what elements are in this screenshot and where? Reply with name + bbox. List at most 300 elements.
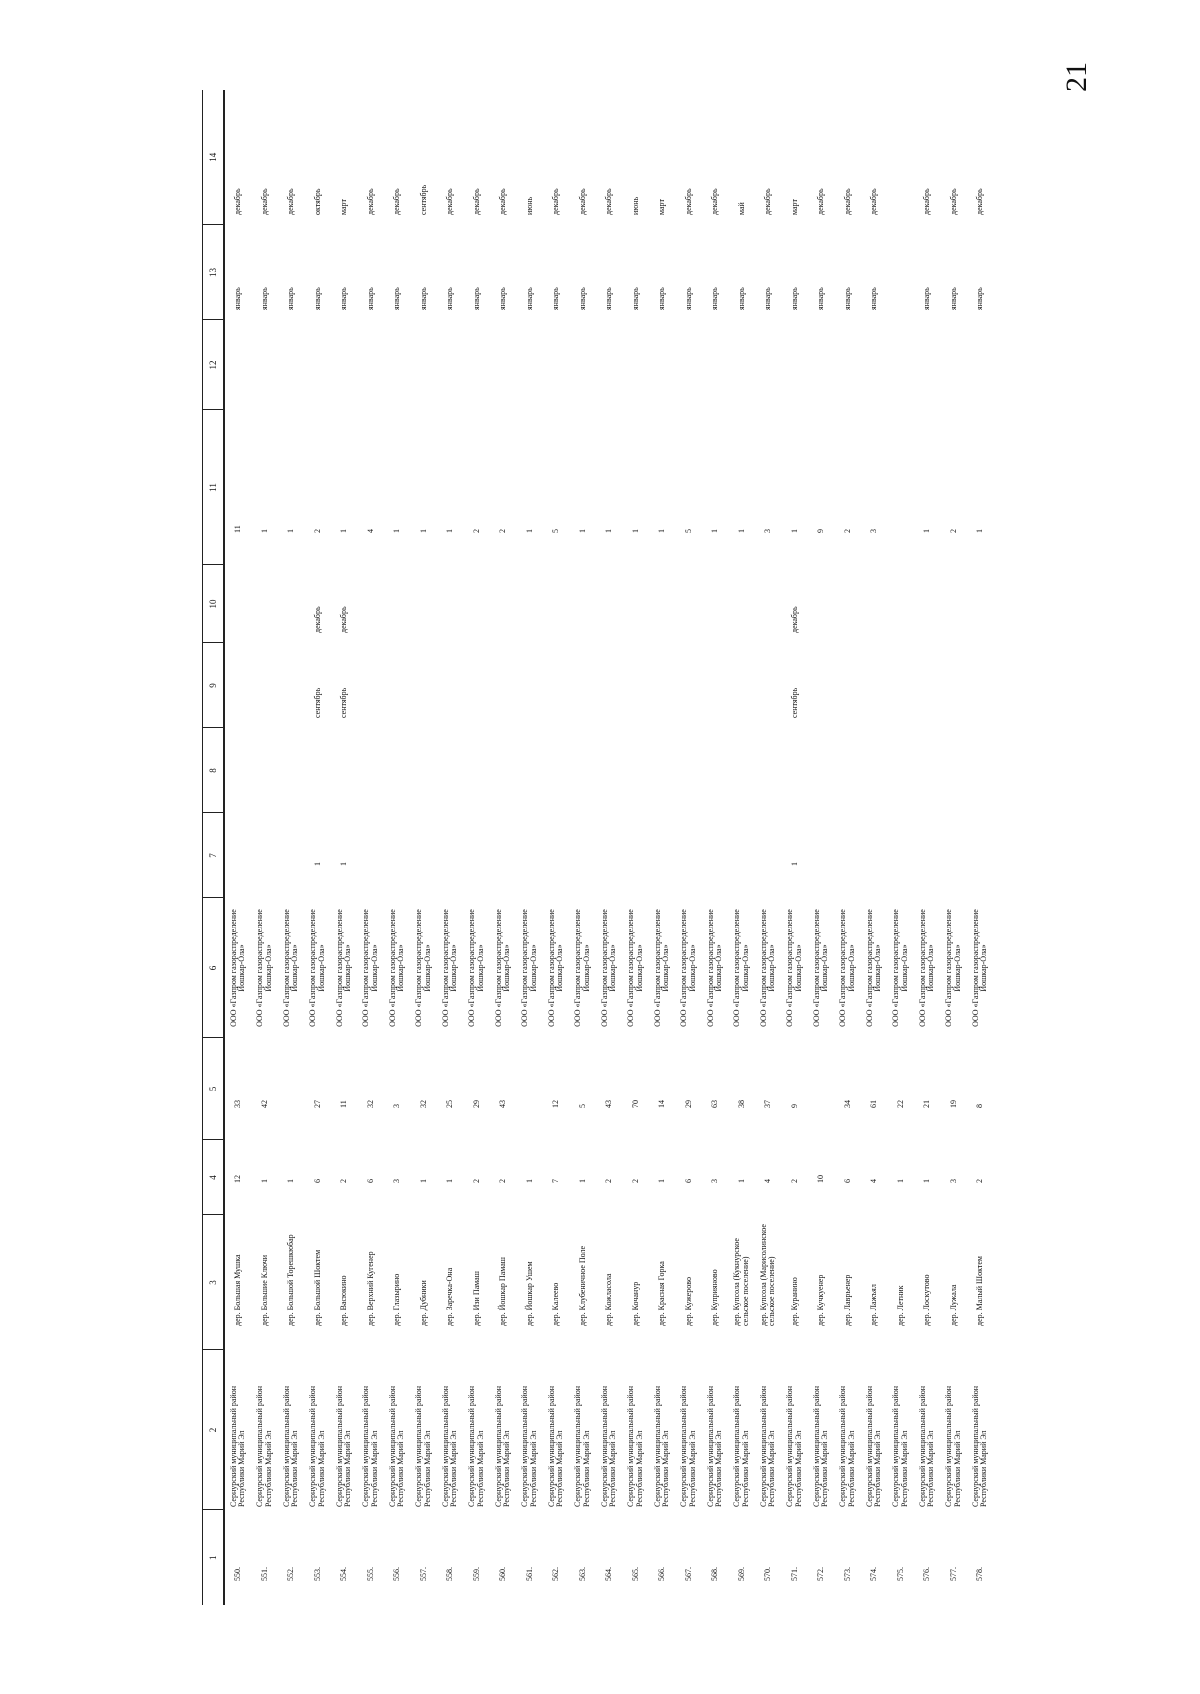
col10-cell: декабрь	[789, 606, 799, 633]
col4-cell: 4	[869, 1179, 878, 1183]
organization-cell: ООО «Газпром газораспределение Йошкар-Ола»	[520, 909, 538, 1027]
col10-cell	[358, 565, 385, 643]
col7-cell	[384, 813, 411, 898]
col10-cell	[888, 565, 915, 643]
col14-cell: декабрь	[365, 188, 375, 215]
col4-cell: 1	[657, 1179, 666, 1183]
col5-cell	[278, 1038, 305, 1140]
col8-cell	[570, 728, 597, 813]
col14-cell: декабрь	[551, 188, 560, 215]
table-row	[702, 90, 729, 1605]
table-row	[835, 90, 862, 1605]
col10-cell	[278, 565, 305, 643]
col14-cell: декабрь	[604, 188, 613, 215]
district-cell: Сернурский муниципальный район Республики Марий Эл	[970, 1385, 989, 1507]
district-cell: Сернурский муниципальный район Республики Марий Эл	[652, 1385, 671, 1507]
row-number-cell: 553.	[312, 1567, 322, 1581]
col4-cell: 1	[577, 1179, 587, 1183]
col13-cell: январь	[975, 287, 984, 310]
col10-cell	[224, 565, 252, 643]
village-cell: дер. Красная Горка	[657, 1261, 666, 1326]
col5-cell: 11	[339, 1100, 348, 1108]
col8-cell	[384, 728, 411, 813]
row-number-cell: 572.	[816, 1567, 825, 1581]
table-row	[570, 90, 597, 1605]
col11-cell: 1	[922, 529, 931, 533]
row-number-cell: 569.	[736, 1567, 746, 1581]
table-row	[941, 90, 968, 1605]
col11-cell: 2	[498, 529, 507, 533]
col4-cell: 7	[551, 1179, 560, 1183]
col10-cell	[729, 565, 756, 643]
col9-cell	[596, 643, 623, 728]
col9-cell	[252, 643, 279, 728]
district-cell: Сернурский муниципальный район Республики Марий Эл	[281, 1385, 300, 1507]
col12-cell	[224, 320, 252, 410]
col8-cell	[411, 728, 438, 813]
table-row	[623, 90, 650, 1605]
col12-cell	[490, 320, 517, 410]
district-cell: Сернурский муниципальный район Республики Марий Эл	[785, 1385, 803, 1507]
table-row	[729, 90, 756, 1605]
col10-cell	[517, 565, 544, 643]
table-row	[596, 90, 623, 1605]
col14-cell: декабрь	[922, 188, 931, 215]
column-number-9: 9	[203, 643, 225, 728]
organization-cell: ООО «Газпром газораспределение Йошкар-Ола»	[546, 909, 565, 1027]
col11-cell: 1	[630, 529, 640, 533]
col13-cell: январь	[948, 287, 958, 310]
col5-cell: 19	[948, 1100, 958, 1108]
col10-cell	[676, 565, 703, 643]
col12-cell	[464, 320, 491, 410]
col14-cell: декабрь	[392, 188, 401, 215]
col13-cell: январь	[842, 287, 852, 310]
col12-cell	[623, 320, 650, 410]
col14-cell: июнь	[524, 196, 534, 215]
col5-cell: 70	[630, 1100, 640, 1108]
village-cell: дер. Летник	[895, 1285, 905, 1326]
col14-cell: июнь	[630, 196, 640, 215]
table-row	[517, 90, 544, 1605]
col11-cell: 1	[604, 529, 613, 533]
table-row	[490, 90, 517, 1605]
col11-cell: 1	[789, 529, 799, 533]
village-cell: дер. Лажъял	[869, 1284, 878, 1326]
col14-cell: декабрь	[763, 188, 772, 215]
col4-cell: 3	[948, 1179, 958, 1183]
column-number-6: 6	[203, 898, 225, 1038]
col11-cell: 1	[392, 529, 401, 533]
col7-cell	[278, 813, 305, 898]
col8-cell	[967, 728, 994, 813]
column-number-2: 2	[203, 1350, 225, 1510]
village-cell: дер. Большой Шоктем	[312, 1249, 322, 1326]
col12-cell	[570, 320, 597, 410]
col4-cell: 1	[286, 1179, 295, 1183]
col14-cell: декабрь	[471, 188, 481, 215]
village-cell: дер. Клубеничное Поле	[577, 1245, 587, 1326]
table-row	[278, 90, 305, 1605]
column-number-3: 3	[203, 1215, 225, 1350]
col14-cell: декабрь	[259, 188, 269, 215]
row-number-cell: 556.	[392, 1567, 401, 1581]
district-cell: Сернурский муниципальный район Республики Марий Эл	[599, 1385, 618, 1507]
row-number-cell: 554.	[339, 1567, 348, 1581]
col7-cell	[808, 813, 835, 898]
col13-cell: январь	[869, 287, 878, 310]
organization-cell: ООО «Газпром газораспределение Йошкар-Ола»	[334, 909, 353, 1027]
col4-cell: 2	[498, 1179, 507, 1183]
col8-cell	[305, 728, 332, 813]
col4-cell: 2	[339, 1179, 348, 1183]
col9-cell	[888, 643, 915, 728]
col11-cell: 5	[683, 529, 693, 533]
organization-cell: ООО «Газпром газораспределение Йошкар-Ола»	[891, 909, 909, 1027]
col8-cell	[358, 728, 385, 813]
village-cell: дер. Васюкино	[339, 1275, 348, 1326]
table-row	[384, 90, 411, 1605]
district-cell: Сернурский муниципальный район Республики Марий Эл	[944, 1385, 962, 1507]
col11-cell: 1	[577, 529, 587, 533]
col12-cell	[808, 320, 835, 410]
table-sheet	[202, 90, 992, 1605]
col10-cell	[649, 565, 676, 643]
col8-cell	[252, 728, 279, 813]
organization-cell: ООО «Газпром газораспределение Йошкар-Ола»	[864, 909, 883, 1027]
district-cell: Сернурский муниципальный район Республики Марий Эл	[811, 1385, 830, 1507]
col11-cell: 1	[339, 529, 348, 533]
col10-cell	[543, 565, 570, 643]
col12-cell	[729, 320, 756, 410]
col11-cell: 2	[842, 529, 852, 533]
col7-cell	[676, 813, 703, 898]
col13-cell: январь	[418, 287, 428, 310]
col9-cell	[914, 643, 941, 728]
village-cell: дер. Глазырино	[392, 1273, 401, 1326]
table-row	[331, 90, 358, 1605]
table-row	[676, 90, 703, 1605]
col11-cell: 2	[948, 529, 958, 533]
col9-cell	[543, 643, 570, 728]
col7-cell	[649, 813, 676, 898]
col11-cell: 11	[233, 525, 242, 533]
col8-cell	[808, 728, 835, 813]
col7-cell	[570, 813, 597, 898]
col9-cell	[358, 643, 385, 728]
village-cell: дер. Йошкар Ушем	[524, 1261, 534, 1326]
table-row	[808, 90, 835, 1605]
col8-cell	[331, 728, 358, 813]
col11-cell: 1	[259, 529, 269, 533]
table-row	[252, 90, 279, 1605]
organization-cell: ООО «Газпром газораспределение Йошкар-Ола»	[785, 909, 803, 1027]
col12-cell	[543, 320, 570, 410]
col5-cell: 38	[736, 1100, 746, 1108]
col8-cell	[861, 728, 888, 813]
col13-cell: январь	[524, 287, 534, 310]
col9-cell	[808, 643, 835, 728]
row-number-cell: 568.	[710, 1567, 719, 1581]
district-cell: Сернурский муниципальный район Республики Марий Эл	[705, 1385, 724, 1507]
col10-cell	[464, 565, 491, 643]
col11-cell: 1	[286, 529, 295, 533]
col11-cell: 1	[524, 529, 534, 533]
column-number-11: 11	[203, 410, 225, 565]
col8-cell	[649, 728, 676, 813]
col9-cell: сентябрь	[789, 687, 799, 718]
col9-cell	[755, 643, 782, 728]
col5-cell: 34	[842, 1100, 852, 1108]
col10-cell	[596, 565, 623, 643]
col13-cell: январь	[312, 287, 322, 310]
col13-cell: январь	[286, 287, 295, 310]
col5-cell: 61	[869, 1100, 878, 1108]
col12-cell	[411, 320, 438, 410]
col12-cell	[252, 320, 279, 410]
col8-cell	[782, 728, 809, 813]
col12-cell	[702, 320, 729, 410]
col8-cell	[835, 728, 862, 813]
col13-cell: январь	[259, 287, 269, 310]
col8-cell	[543, 728, 570, 813]
col5-cell: 63	[710, 1100, 719, 1108]
col7-cell	[888, 813, 915, 898]
col12-cell	[358, 320, 385, 410]
col11-cell: 1	[657, 529, 666, 533]
col12-cell	[755, 320, 782, 410]
col11-cell: 1	[418, 529, 428, 533]
col5-cell: 21	[922, 1100, 931, 1108]
col5-cell: 22	[895, 1100, 905, 1108]
col4-cell: 1	[922, 1179, 931, 1183]
row-number-cell: 574.	[869, 1567, 878, 1581]
col13-cell: январь	[392, 287, 401, 310]
col4-cell: 2	[604, 1179, 613, 1183]
col7-cell	[437, 813, 464, 898]
col11-cell: 3	[869, 529, 878, 533]
col11-cell: 4	[365, 529, 375, 533]
col5-cell: 43	[498, 1100, 507, 1108]
col8-cell	[676, 728, 703, 813]
col9-cell	[941, 643, 968, 728]
row-number-cell: 576.	[922, 1567, 931, 1581]
col10-cell	[702, 565, 729, 643]
row-number-cell: 567.	[683, 1567, 693, 1581]
row-number-cell: 570.	[763, 1567, 772, 1581]
col9-cell	[278, 643, 305, 728]
organization-cell: ООО «Газпром газораспределение Йошкар-Ола»	[414, 909, 432, 1027]
organization-cell: ООО «Газпром газораспределение Йошкар-Ола»	[626, 909, 644, 1027]
row-number-cell: 577.	[948, 1567, 958, 1581]
col14-cell: декабрь	[286, 188, 295, 215]
col12-cell	[596, 320, 623, 410]
col5-cell: 42	[259, 1100, 269, 1108]
col12-cell	[782, 320, 809, 410]
col4-cell: 6	[312, 1179, 322, 1183]
col4-cell: 1	[736, 1179, 746, 1183]
col14-cell: декабрь	[683, 188, 693, 215]
column-number-14: 14	[203, 90, 225, 225]
col8-cell	[729, 728, 756, 813]
col5-cell: 12	[551, 1100, 560, 1108]
col14-cell: декабрь	[498, 188, 507, 215]
village-cell: дер. Большой Торешкюбар	[286, 1234, 295, 1326]
col8-cell	[464, 728, 491, 813]
col11-cell: 1	[445, 529, 454, 533]
organization-cell: ООО «Газпром газораспределение Йошкар-Ола»	[573, 909, 591, 1027]
col5-cell	[808, 1038, 835, 1140]
row-number-cell: 551.	[259, 1567, 269, 1581]
col12-cell	[305, 320, 332, 410]
col9-cell	[676, 643, 703, 728]
row-number-cell: 562.	[551, 1567, 560, 1581]
organization-cell: ООО «Газпром газораспределение Йошкар-Ола»	[228, 909, 247, 1027]
col8-cell	[702, 728, 729, 813]
col12-cell	[437, 320, 464, 410]
village-cell: дер. Верхний Кугенер	[365, 1251, 375, 1326]
village-cell: дер. Лужала	[948, 1284, 958, 1326]
organization-cell: ООО «Газпром газораспределение Йошкар-Ола»	[705, 909, 724, 1027]
row-number-cell: 571.	[789, 1567, 799, 1581]
col10-cell	[861, 565, 888, 643]
row-number-cell: 566.	[657, 1567, 666, 1581]
col12-cell	[649, 320, 676, 410]
page-number: 21	[1060, 62, 1093, 92]
organization-cell: ООО «Газпром газораспределение Йошкар-Ола»	[732, 909, 750, 1027]
village-cell: дер. Куранино	[789, 1277, 799, 1326]
col13-cell: январь	[763, 287, 772, 310]
col14-cell: октябрь	[312, 188, 322, 215]
district-cell: Сернурский муниципальный район Республики Марий Эл	[520, 1385, 538, 1507]
col11-cell: 1	[736, 529, 746, 533]
col12-cell	[914, 320, 941, 410]
col4-cell: 1	[445, 1179, 454, 1183]
col12-cell	[384, 320, 411, 410]
col5-cell: 43	[604, 1100, 613, 1108]
col13-cell: январь	[736, 287, 746, 310]
col4-cell: 1	[524, 1179, 534, 1183]
col8-cell	[755, 728, 782, 813]
col5-cell: 5	[577, 1104, 587, 1108]
table-row	[755, 90, 782, 1605]
col7-cell	[861, 813, 888, 898]
col9-cell	[861, 643, 888, 728]
col4-cell: 2	[471, 1179, 481, 1183]
col5-cell: 3	[392, 1104, 401, 1108]
table-row	[464, 90, 491, 1605]
village-cell: дер. Лоскутово	[922, 1274, 931, 1326]
col7-cell	[702, 813, 729, 898]
col12-cell	[835, 320, 862, 410]
col14-cell: декабрь	[816, 188, 825, 215]
organization-cell: ООО «Газпром газораспределение Йошкар-Ола»	[361, 909, 379, 1027]
col12-cell	[676, 320, 703, 410]
village-cell: дер. Малый Шоктем	[975, 1256, 984, 1326]
col10-cell	[411, 565, 438, 643]
col4-cell: 6	[842, 1179, 852, 1183]
column-number-4: 4	[203, 1140, 225, 1215]
col7-cell	[835, 813, 862, 898]
col5-cell: 25	[445, 1100, 454, 1108]
col11-cell: 5	[551, 529, 560, 533]
col13-cell: январь	[471, 287, 481, 310]
col7-cell	[358, 813, 385, 898]
organization-cell: ООО «Газпром газораспределение Йошкар-Ола»	[758, 909, 777, 1027]
column-number-10: 10	[203, 565, 225, 643]
col9-cell	[411, 643, 438, 728]
col12-cell	[888, 320, 915, 410]
table-row	[914, 90, 941, 1605]
village-cell: дер. Куприяново	[710, 1269, 719, 1326]
col11-cell: 1	[710, 529, 719, 533]
col5-cell: 29	[683, 1100, 693, 1108]
col8-cell	[224, 728, 252, 813]
col11-cell: 9	[816, 529, 825, 533]
col4-cell: 2	[630, 1179, 640, 1183]
col4-cell: 1	[418, 1179, 428, 1183]
organization-cell: ООО «Газпром газораспределение Йошкар-Ола»	[255, 909, 273, 1027]
col9-cell	[967, 643, 994, 728]
row-number-cell: 561.	[524, 1567, 534, 1581]
table-row	[543, 90, 570, 1605]
organization-cell: ООО «Газпром газораспределение Йошкар-Ола»	[440, 909, 459, 1027]
organization-cell: ООО «Газпром газораспределение Йошкар-Ола»	[917, 909, 936, 1027]
organization-cell: ООО «Газпром газораспределение Йошкар-Ола»	[652, 909, 671, 1027]
col14-cell: март	[657, 199, 666, 215]
col12-cell	[517, 320, 544, 410]
col10-cell: декабрь	[339, 606, 348, 633]
district-cell: Сернурский муниципальный район Республики Марий Эл	[573, 1385, 591, 1507]
organization-cell: ООО «Газпром газораспределение Йошкар-Ола»	[679, 909, 697, 1027]
col14-cell: декабрь	[445, 188, 454, 215]
col9-cell	[729, 643, 756, 728]
col13-cell: январь	[630, 287, 640, 310]
organization-cell: ООО «Газпром газораспределение Йошкар-Ола»	[493, 909, 512, 1027]
district-cell: Сернурский муниципальный район Республики Марий Эл	[732, 1385, 750, 1507]
district-cell: Сернурский муниципальный район Республики Марий Эл	[361, 1385, 379, 1507]
col10-cell	[941, 565, 968, 643]
col9-cell	[570, 643, 597, 728]
col5-cell: 32	[418, 1100, 428, 1108]
village-cell: дер. Йошкар Памаш	[498, 1257, 507, 1326]
table-row	[649, 90, 676, 1605]
col8-cell	[888, 728, 915, 813]
col4-cell: 3	[392, 1179, 401, 1183]
district-cell: Сернурский муниципальный район Республики Марий Эл	[334, 1385, 353, 1507]
col13-cell: январь	[789, 287, 799, 310]
col8-cell	[914, 728, 941, 813]
col12-cell	[278, 320, 305, 410]
col13-cell: январь	[710, 287, 719, 310]
col4-cell: 6	[683, 1179, 693, 1183]
col7-cell	[755, 813, 782, 898]
col13-cell: январь	[339, 287, 348, 310]
col12-cell	[331, 320, 358, 410]
column-number-row	[203, 90, 225, 1605]
village-cell: дер. Заречка-Она	[445, 1267, 454, 1326]
col13-cell: январь	[551, 287, 560, 310]
col9-cell: сентябрь	[312, 687, 322, 718]
col7-cell: 1	[312, 862, 322, 866]
table-row	[967, 90, 994, 1605]
organization-cell: ООО «Газпром газораспределение Йошкар-Ола»	[281, 909, 300, 1027]
district-cell: Сернурский муниципальный район Республики Марий Эл	[864, 1385, 883, 1507]
column-number-8: 8	[203, 728, 225, 813]
col5-cell: 8	[975, 1104, 984, 1108]
table-row	[358, 90, 385, 1605]
col8-cell	[623, 728, 650, 813]
